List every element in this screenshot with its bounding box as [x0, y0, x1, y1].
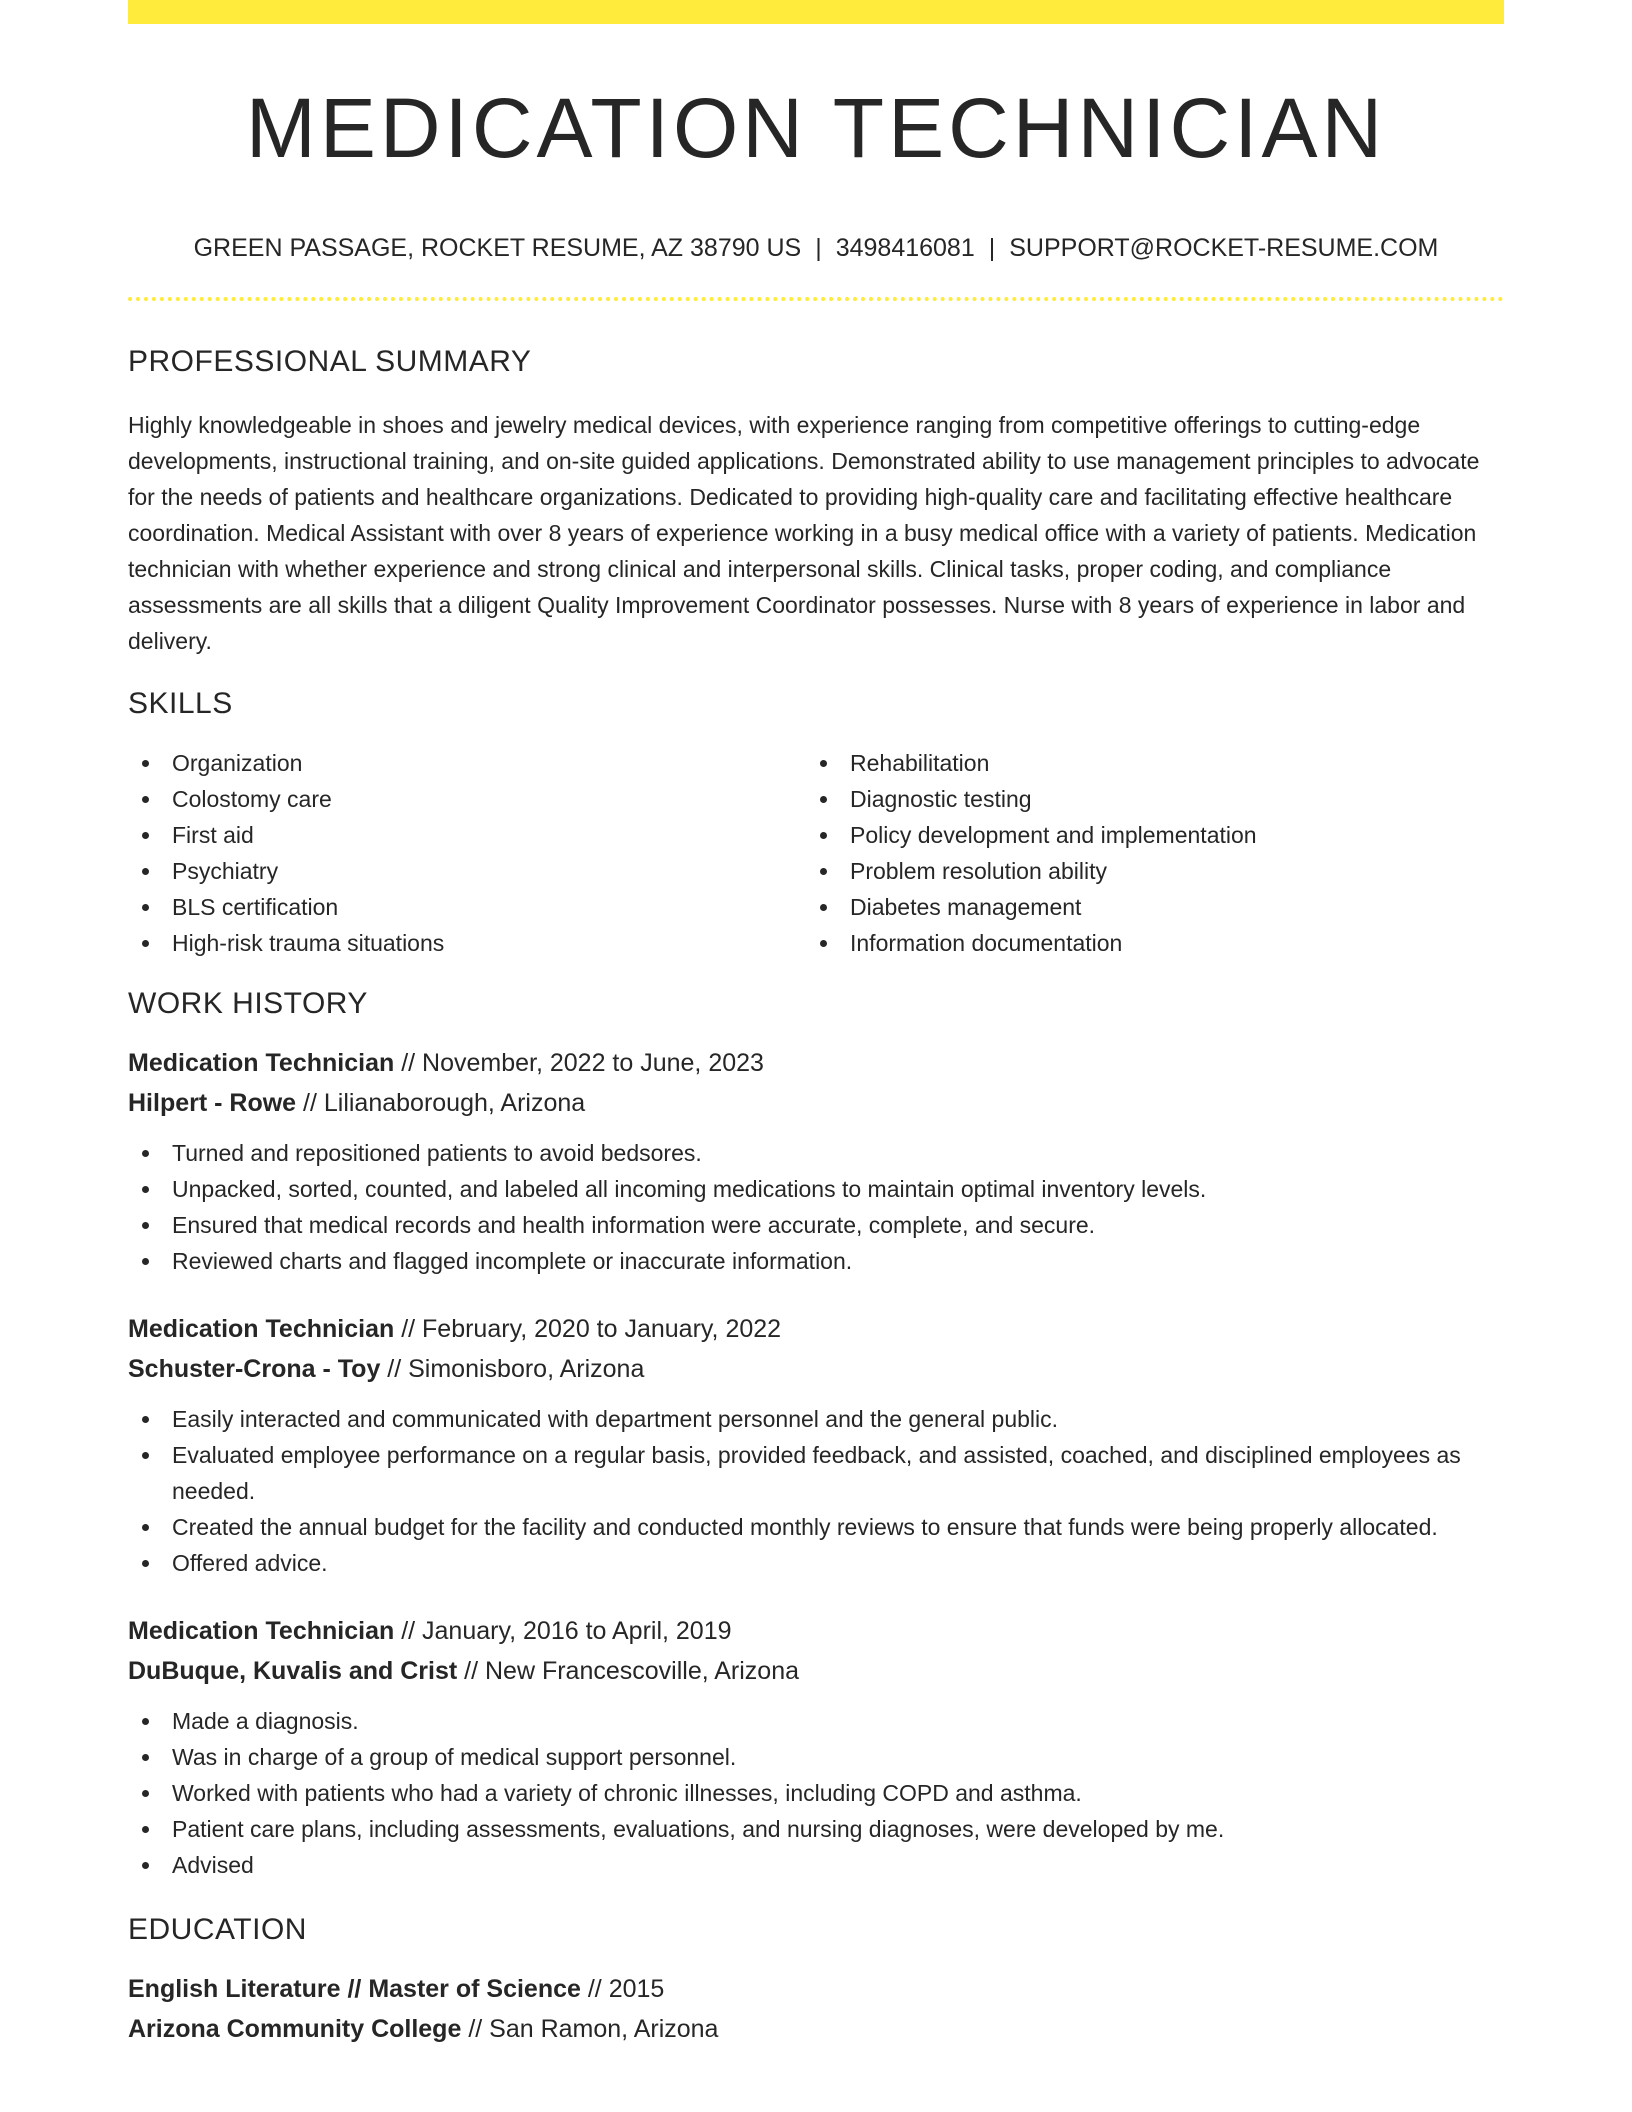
job-company: DuBuque, Kuvalis and Crist — [128, 1656, 458, 1685]
education-degree: English Literature // Master of Science — [128, 1974, 581, 2003]
job-duty: Ensured that medical records and health information were accurate, complete, and secure. — [172, 1207, 1504, 1243]
job-role-line — [128, 1611, 1504, 1651]
skill-item: First aid — [172, 817, 806, 853]
skill-item: Psychiatry — [172, 853, 806, 889]
job-dates: // January, 2016 to April, 2019 — [394, 1616, 732, 1645]
job-entry — [128, 1309, 1504, 1581]
job-role: Medication Technician — [128, 1314, 395, 1343]
education-school: Arizona Community College — [128, 2014, 462, 2043]
job-duty: Created the annual budget for the facility and conducted monthly reviews to ensure that funds were being properly allocated. — [172, 1509, 1504, 1545]
job-dates: // February, 2020 to January, 2022 — [394, 1314, 782, 1343]
skill-item: High-risk trauma situations — [172, 925, 806, 961]
job-duty: Offered advice. — [172, 1545, 1504, 1581]
job-duty: Reviewed charts and flagged incomplete or inaccurate information. — [172, 1243, 1504, 1279]
job-duty: Patient care plans, including assessments, evaluations, and nursing diagnoses, were developed by me. — [172, 1811, 1504, 1847]
contact-separator: | — [988, 234, 996, 263]
skill-item: Diabetes management — [850, 889, 1484, 925]
dotted-divider — [128, 297, 1504, 301]
contact-address: GREEN PASSAGE, ROCKET RESUME, AZ 38790 US — [193, 234, 802, 263]
job-role-line — [128, 1309, 1504, 1349]
job-company: Schuster-Crona - Toy — [128, 1354, 381, 1383]
job-role: Medication Technician — [128, 1616, 395, 1645]
job-duty: Worked with patients who had a variety of chronic illnesses, including COPD and asthma. — [172, 1775, 1504, 1811]
job-duty: Turned and repositioned patients to avoid bedsores. — [172, 1135, 1504, 1171]
education-school-line — [128, 2009, 1504, 2049]
summary-heading: PROFESSIONAL SUMMARY — [128, 344, 532, 378]
skill-item: Information documentation — [850, 925, 1484, 961]
skill-item: Problem resolution ability — [850, 853, 1484, 889]
job-company-line — [128, 1349, 1504, 1389]
job-location: // New Francescoville, Arizona — [457, 1656, 800, 1685]
job-duties — [128, 1401, 1504, 1581]
job-duty: Easily interacted and communicated with department personnel and the general public. — [172, 1401, 1504, 1437]
skill-item: Diagnostic testing — [850, 781, 1484, 817]
summary-text: Highly knowledgeable in shoes and jewelry medical devices, with experience ranging from competitive offerings to cutting-edge developments, instructional training, and on-site guided applications. Demonstrated ability to use management principles to advocate for the needs of patients and healthcare organizations. Dedicated to providing high-quality care and facilitating effective healthcare coordination. Medical Assistant with over 8 years of experience working in a busy medical office with a variety of patients. Medication technician with whether experience and strong clinical and interpersonal skills. Clinical tasks, proper coding, and compliance assessments are all skills that a diligent Quality Improvement Coordinator possesses. Nurse with 8 years of experience in labor and delivery. — [128, 411, 1480, 654]
job-location: // Simonisboro, Arizona — [380, 1354, 645, 1383]
contact-phone: 3498416081 — [835, 234, 975, 263]
job-company-line — [128, 1651, 1504, 1691]
education-entry — [128, 1969, 1504, 2049]
accent-top-bar — [128, 0, 1504, 24]
skills-heading: SKILLS — [128, 686, 233, 720]
education-location: // San Ramon, Arizona — [461, 2014, 719, 2043]
job-company-line — [128, 1083, 1504, 1123]
education-year: // 2015 — [580, 1974, 665, 2003]
job-duties — [128, 1703, 1504, 1883]
job-entry — [128, 1043, 1504, 1279]
skill-item: Policy development and implementation — [850, 817, 1484, 853]
education-degree-line — [128, 1969, 1504, 2009]
job-duty: Unpacked, sorted, counted, and labeled all incoming medications to maintain optimal inventory levels. — [172, 1171, 1504, 1207]
job-dates: // November, 2022 to June, 2023 — [394, 1048, 764, 1077]
contact-email: SUPPORT@ROCKET-RESUME.COM — [1009, 234, 1439, 263]
work-history-heading: WORK HISTORY — [128, 986, 368, 1020]
skills-list-left — [128, 745, 806, 961]
job-role-line — [128, 1043, 1504, 1083]
education-heading: EDUCATION — [128, 1912, 307, 1946]
job-location: // Lilianaborough, Arizona — [296, 1088, 586, 1117]
job-duty: Evaluated employee performance on a regular basis, provided feedback, and assisted, coached, and disciplined employees as needed. — [172, 1437, 1504, 1509]
job-duties — [128, 1135, 1504, 1279]
skills-list-right — [806, 745, 1484, 961]
job-duty: Was in charge of a group of medical support personnel. — [172, 1739, 1504, 1775]
job-duty: Made a diagnosis. — [172, 1703, 1504, 1739]
job-duty: Advised — [172, 1847, 1504, 1883]
job-role: Medication Technician — [128, 1048, 395, 1077]
contact-line — [128, 232, 1504, 265]
skill-item: Colostomy care — [172, 781, 806, 817]
job-entry — [128, 1611, 1504, 1883]
candidate-title: MEDICATION TECHNICIAN — [245, 81, 1387, 175]
skill-item: BLS certification — [172, 889, 806, 925]
work-history-list — [128, 1043, 1504, 1883]
job-company: Hilpert - Rowe — [128, 1088, 297, 1117]
contact-separator: | — [815, 234, 822, 263]
skills-grid — [128, 745, 1504, 961]
skill-item: Organization — [172, 745, 806, 781]
skill-item: Rehabilitation — [850, 745, 1484, 781]
resume-content — [128, 0, 1504, 2049]
